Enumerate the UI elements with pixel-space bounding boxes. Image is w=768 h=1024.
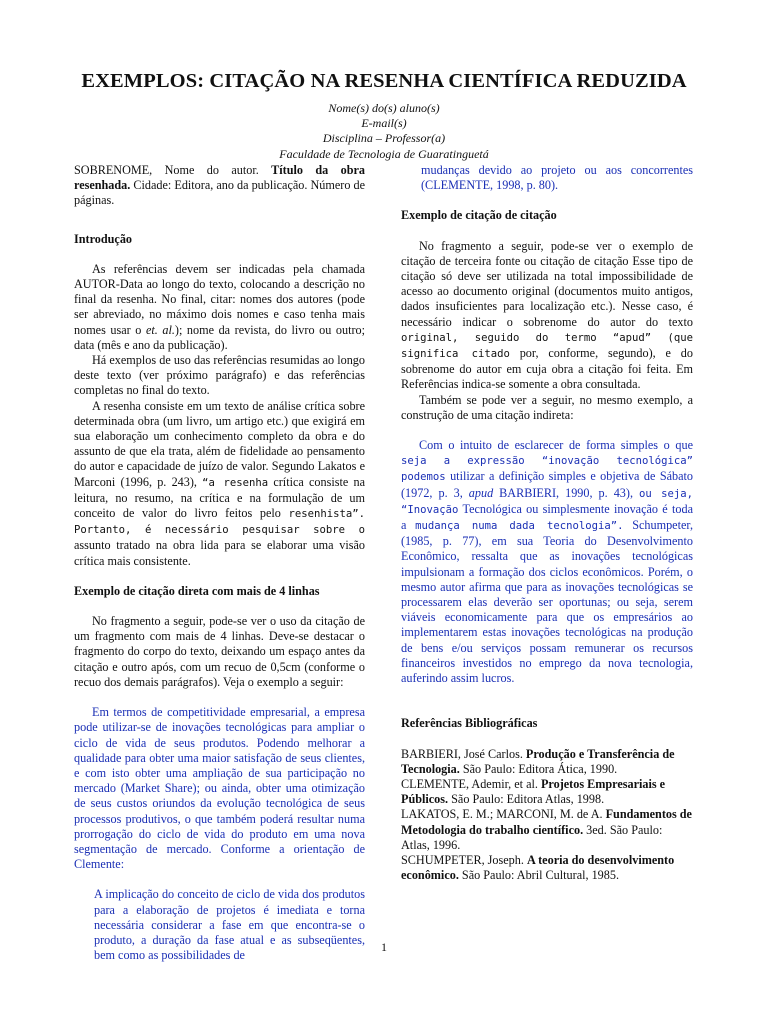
direct-quote-intro: No fragmento a seguir, pode-se ver o uso da citação de um fragmento com mais de 4 linhas. Deve-se destacar o fragmento do corpo do texto, deixando um espaço antes da citação e outro após, com um recuo de 0,5cm (conforme o recuo dos demais parágrafos). Veja o exemplo a seguir: — [74, 614, 365, 689]
intro-paragraph-3: A resenha consiste em um texto de análise crítica sobre determinada obra (um livro, um artigo etc.) que exigirá em sua elaboração um conhecimento completo da obra e do assunto de que ela trata, além de fidelidade ao pensamento do autor e capacidade de juízo de valor. Segundo Lakatos e Marconi (1996, p. 243), “a resenha crítica consiste na leitura, no resumo, na crítica e na formulação de um conceito de valor do livro feitos pelo resenhista”. Portanto, é necessário pesquisar sobre o assunto tratado na obra lida para se elaborar uma visão crítica mais consistente. — [74, 398, 365, 568]
page-title: EXEMPLOS: CITAÇÃO NA RESENHA CIENTÍFICA REDUZIDA — [81, 70, 687, 92]
block-quote-clemente: A implicação do conceito de ciclo de vida dos produtos para a elaboração de projetos é imediata e torna necessária considerar a fase em que encontra-se o produto, a duração da fase atual e as subseqüentes, bem como as possibilidades de — [94, 887, 365, 963]
reference-entry: SCHUMPETER, Joseph. A teoria do desenvolvimento econômico. São Paulo: Abril Cultural, 1985. — [401, 852, 675, 883]
intro-paragraph-2: Há exemplos de uso das referências resumidas ao longo deste texto (ver próximo parágrafo) e das referências completas no final do texto. — [74, 353, 365, 398]
reference-entry: BARBIERI, José Carlos. Produção e Transferência de Tecnologia. São Paulo: Editora Ática, 1990. — [401, 746, 675, 776]
block-quote-competitividade: Em termos de competitividade empresarial, a empresa pode utilizar-se de inovações tecnológicas para ampliar o ciclo de vida de seus produtos. Podendo melhorar a qualidade para obter uma maior satisfação de seus clientes, e com isto obter uma ampliação de sua participação no mercado (Market Share); ou ainda, obter uma otimização de seus custos oriundos da evolução tecnológica de seus processos produtivos, o que também poderá resultar numa prorrogação do ciclo de vida do produto em uma nova segmentação de mercado. Conforme a orientação de Clemente: — [74, 705, 365, 872]
block-quote-clemente-continuation: mudanças devido ao projeto ou aos concorrentes (CLEMENTE, 1998, p. 80). — [421, 163, 693, 193]
author-course: Disciplina – Professor(a) — [322, 131, 446, 146]
intro-paragraph-1: As referências devem ser indicadas pela chamada AUTOR-Data ao longo do texto, colocando a descrição no final da resenha. No final, citar: nomes dos autores (pode ser abreviado, no máximo dois nomes e caso tenha mais nomes usar o et. al.); nome da revista, do livro ou outro; data (mês e ano da publicação). — [74, 261, 365, 352]
author-institution: Faculdade de Tecnologia de Guaratinguetá — [279, 146, 489, 161]
heading-referencias: Referências Bibliográficas — [401, 716, 538, 731]
left-column — [74, 163, 365, 963]
citation-paragraph-1: No fragmento a seguir, pode-se ver o exemplo de citação de terceira fonte ou citação de citação Esse tipo de citação só deve ser utilizada na total impossibilidade de acesso ao documento original (documentos muito antigos, dados insuficientes para localização etc.). Nesse caso, é necessário indicar o sobrenome do autor do texto original, seguido do termo “apud” (que significa citado por, conforme, segundo), e do sobrenome do autor em cuja obra a citação foi feita. Em Referências indica-se somente a obra consultada. — [401, 238, 693, 392]
reference-entry: CLEMENTE, Ademir, et al. Projetos Empresariais e Públicos. São Paulo: Editora Atlas, 1998. — [401, 776, 666, 807]
heading-citacao-direta: Exemplo de citação direta com mais de 4 linhas — [74, 583, 320, 598]
page-number: 1 — [381, 940, 387, 954]
heading-introducao: Introdução — [74, 231, 133, 246]
citation-paragraph-2: Também se pode ver a seguir, no mesmo exemplo, a construção de uma citação indireta: — [401, 392, 693, 422]
right-column — [401, 163, 693, 883]
author-block — [0, 101, 768, 162]
reference-entry: LAKATOS, E. M.; MARCONI, M. de A. Fundamentos de Metodologia do trabalho científico. 3ed. São Paulo: Atlas, 1996. — [401, 807, 692, 852]
review-reference: SOBRENOME, Nome do autor. Título da obra resenhada. Cidade: Editora, ano da publicação. Número de páginas. — [74, 163, 365, 208]
block-quote-inovacao: Com o intuito de esclarecer de forma simples o que seja a expressão “inovação tecnológica” podemos utilizar a definição simples e objetiva de Sábato (1972, p. 3, apud BARBIERI, 1990, p. 43), ou seja, “Inovação Tecnológica ou simplesmente inovação é toda a mudança numa dada tecnologia”. Schumpeter, (1985, p. 77), em sua Teoria do Desenvolvimento Econômico, ressalta que as inovações tecnológicas impulsionam a formação dos ciclos econômicos. Porém, o mesmo autor afirma que para as inovações tecnológicas se processarem elas deverão ser oportunas; ou seja, serem viáveis economicamente para que os empresários ao implementarem estas inovações tecnológicas na produção de bens e/ou serviços possam remunerar os recursos financeiros investidos no emprego da nova tecnologia, auferindo assim lucros. — [401, 438, 694, 686]
author-email: E-mail(s) — [361, 116, 407, 131]
author-names: Nome(s) do(s) aluno(s) — [328, 101, 440, 115]
heading-citacao-de-citacao: Exemplo de citação de citação — [401, 208, 557, 223]
